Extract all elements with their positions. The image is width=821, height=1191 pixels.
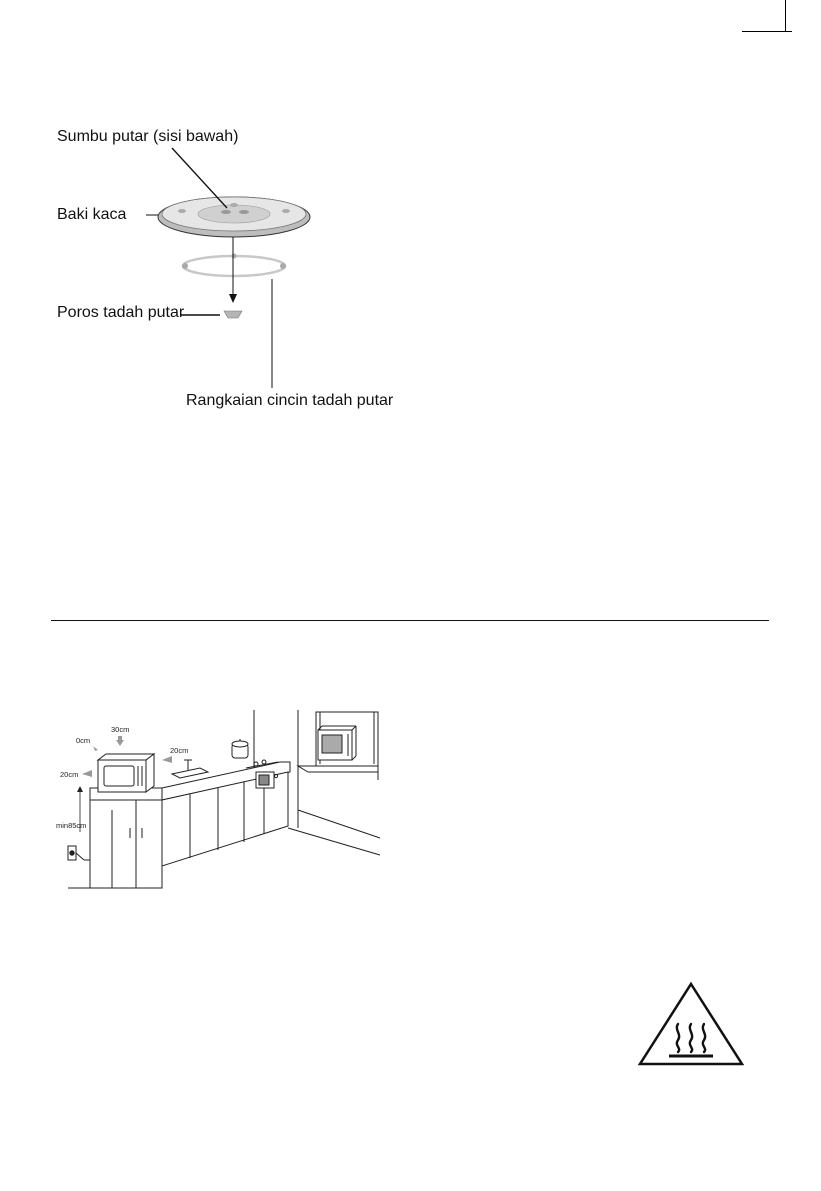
glass-tray-label: Baki kaca — [57, 206, 127, 223]
right-side-clearance-label: 20cm — [170, 746, 189, 755]
top-clearance-label: 30cm — [111, 725, 130, 734]
installation-figure — [50, 700, 385, 895]
back-clearance-label: 0cm — [76, 736, 91, 745]
hot-surface-warning-icon — [636, 980, 746, 1066]
glass-tray — [158, 197, 310, 237]
turntable-drawing — [0, 0, 400, 420]
turntable-figure — [0, 0, 400, 420]
roller-shaft-label: Sumbu putar (sisi bawah) — [57, 128, 239, 145]
kitchen-installation-drawing — [50, 700, 385, 895]
left-side-clearance-label: 20cm — [60, 770, 79, 779]
min-height-label: min85cm — [56, 821, 87, 830]
section-divider — [51, 620, 769, 621]
coupler-label: Poros tadah putar — [57, 304, 185, 321]
roller-ring — [182, 254, 286, 277]
crop-mark-top-right-vertical — [785, 0, 786, 32]
roller-ring-label: Rangkaian cincin tadah putar — [186, 392, 394, 409]
